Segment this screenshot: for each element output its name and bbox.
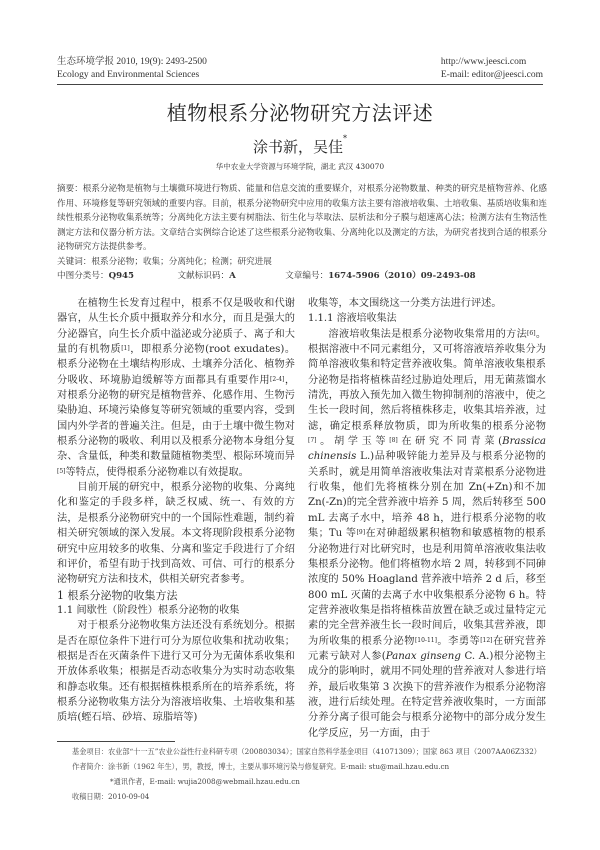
journal-email[interactable]: E-mail: editor@jeesci.com [440,70,543,80]
doc-code-value: A [229,271,236,281]
section-heading-1-1: 1.1 间歇性（阶段性）根系分泌物的收集 [57,604,240,616]
keywords [57,256,272,269]
article-no-label: 文章编号： [285,271,329,281]
text-span: 等特点，使得根系分泌物难以有效提取。 [65,466,249,478]
citation[interactable]: [12] [480,636,493,644]
section-1-1-1-paragraph [308,327,546,741]
continued-paragraph: 收集等，本文围绕这一分类方法进行评述。 [308,298,502,309]
journal-header-left [57,56,207,82]
text-span: 。胡学玉等 [316,436,390,448]
body-column-right [308,296,546,741]
article-title: 植物根系分泌物研究方法评述 [166,101,434,125]
abstract-text: 根系分泌物是植物与土壤微环境进行物质、能量和信息交流的重要媒介，对根系分泌物数量、种类的研究是植物营养、化感作用、环境修复等研究领域的重要内容。目前，根系分泌物研究中应用的收集方法主要有溶液培收集、土培收集、基质培收集和连续性根系分泌物收集系统等；分离纯化方法主要有树脂法、衍生化与萃取法、层析法和分子膜与超速离心法；检测方法有生物活性测定方法和仪器分析方法。文章结合实例综合论述了这些根系分泌物收集、分离纯化以及测定的方法，为研究者找到合适的根系分泌物研究方法提供参考。 [57,184,547,253]
footnote-received: 收稿日期：2010-09-04 [72,792,150,801]
keywords-text: 根系分泌物；收集；分离纯化；检测；研究进展 [91,257,272,267]
corresponding-mark: * [343,134,347,143]
citation[interactable]: [7] [308,437,317,445]
text-span: 。李勇等 [436,635,481,647]
keywords-label: 关键词： [57,257,92,267]
footnote-funding: 基金项目：农业部“十一五”农业公益性行业科研专项（200803034）；国家自然科学基金项目（41071309）；国家 863 项目（2007AA06Z332） [72,747,541,756]
text-span: ，对根系分泌物的研究是植物营养、化感作用、生物污染胁迫、环境污染修复等研究领域的重要内容，受到国内外学者的普遍关注。但是，由于土壤中微生物对根系分泌物的吸收、利用以及根系分泌物本身组分复杂、含量低，种类和数量随植物类型、根际环境而异 [57,374,296,463]
intro-paragraph-1 [57,296,295,480]
footnote-rule [57,741,175,742]
footnote-author-bio: 作者简介：涂书新（1962 年生），男，教授，博士，主要从事环境污染与修复研究。E-mail: stu@mail.hzau.edu.cn [72,762,450,771]
article-no-value: 1674-5906（2010）09-2493-08 [328,271,476,281]
text-span: 在对砷超级累积植物和敏感植物的根系分泌物进行对比研究时，也是利用简单溶液收集法收集根系分泌物。他们将植物水培 2 周，转移到不同砷浓度的 50% Hoagland 营养液中培养 2 d 后，移至 800 mL 灭菌的去离子水中收集根系分泌物 6 h。特定营养液收集是指将植株苗放置在缺乏或过量特定元素的完全营养液生长一段时间后，收集其营养液，即为所收集的根系分泌物 [308,528,546,647]
citation[interactable]: [9] [356,529,366,537]
body-column-left [57,296,295,726]
citation[interactable]: [1] [121,345,130,353]
header-rule [57,84,543,85]
affiliation: 华中农业大学资源与环境学院，湖北 武汉 430070 [215,162,385,171]
abstract [57,182,547,255]
section-heading-1-1-1: 1.1.1 溶液培收集法 [308,313,397,325]
species-name: Panax ginseng [385,650,461,662]
citation[interactable]: [6] [527,329,536,337]
text-span: C. A.)根分泌物主成分的影响时，就用不同处理的营养液对人参进行培养，最后收集第 3 次换下的营养液作为根系分泌物溶液，进行后续处理。在特定营养液收集时，一方面部分养分离子很可能会与根系分泌物中的部分成分发生化学反应，另一方面，由于 [308,650,546,739]
text-span: 溶液培收集法是根系分泌物收集常用的方法 [328,328,528,340]
journal-citation: 生态环境学报 2010, 19(9): 2493-2500 [57,57,207,67]
author-names: 涂书新，吴佳 [252,138,343,156]
text-span: ，即根系分泌物(root exudates)。根系分泌物在土壤结构形成、土壤养分活化、植物养分吸收、环境胁迫缓解等方面都具有重要作用 [57,344,296,386]
clc-value: Q945 [108,271,135,281]
section-heading-1: 1 根系分泌物的收集方法 [57,588,178,602]
text-span: 在研究不同青菜( [397,436,503,448]
text-span: L.)品种吸锌能力差异及与根系分泌物的关系时，就是用简单溶液收集法对青菜根系分泌物进行收集，他们先将植株分别在加 Zn(+Zn)和不加 Zn(-Zn)的完全营养液中培养 5 周，然后转移至 500 mL 去离子水中，培养 48 h，进行根系分泌物的收集；Tu 等 [308,451,546,540]
journal-url[interactable]: http://www.jeesci.com [440,57,527,67]
intro-paragraph-2: 目前开展的研究中，根系分泌物的收集、分离纯化和鉴定的手段多样，缺乏权威、统一、有效的方法，是根系分泌物研究中的一个国际性难题，制约着相关研究领域的深入发展。本文将现阶段根系分泌物研究中应用较多的收集、分离和鉴定手段进行了介绍和评价，希望有助于找到高效、可信、可行的根系分泌物研究方法和技术，供相关研究者参考。 [57,482,295,586]
text-span: 在研究营养元素亏缺对人参( [308,635,546,662]
journal-name-en: Ecology and Environmental Sciences [57,70,200,80]
doc-code-label: 文献标识码： [177,271,230,281]
text-span: 。根据溶液中不同元素组分，又可将溶液培养收集分为简单溶液收集和特定营养液收集。简单溶液收集根系分泌物是指将植株苗经过胁迫处理后，用无菌蒸馏水清洗，再放入预先加入微生物抑制剂的溶液中，使之生长一段时间，然后将植株移走，收集其培养液，过滤，确定根系释放物质，即为所收集的根系分泌物 [308,328,547,432]
text-span: 在植物生长发育过程中，根系不仅是吸收和代谢器官，从生长介质中摄取养分和水分，而且是强大的分泌器官，向生长介质中溢泌或分泌质子、离子和大量的有机物质 [57,298,295,356]
classification-row [57,270,476,283]
footnote-corresponding: *通讯作者，E-mail: wujia2008@webmail.hzau.edu.cn [110,777,300,786]
clc-label: 中图分类号： [57,271,109,281]
citation[interactable]: [10-11] [414,636,437,644]
section-1-1-paragraph: 对于根系分泌物收集方法还没有系统划分。根据是否在原位条件下进行可分为原位收集和扰动收集；根据是否在灭菌条件下进行又可分为无菌体系收集和开放体系收集；根据是否动态收集分为实时动态收集和静态收集。还有根据植株根系所在的培养系统，将根系分泌物收集方法分为溶液培收集、土培收集和基质培(蛭石培、砂培、琼脂培等) [57,620,295,724]
article-authors [0,136,600,157]
species-name: Brassica chinensis [308,436,547,463]
citation[interactable]: [8] [389,437,398,445]
journal-header-right [441,56,543,82]
abstract-label: 摘要： [57,184,83,194]
citation[interactable]: [5] [57,467,66,475]
citation[interactable]: [2-4] [270,375,285,383]
